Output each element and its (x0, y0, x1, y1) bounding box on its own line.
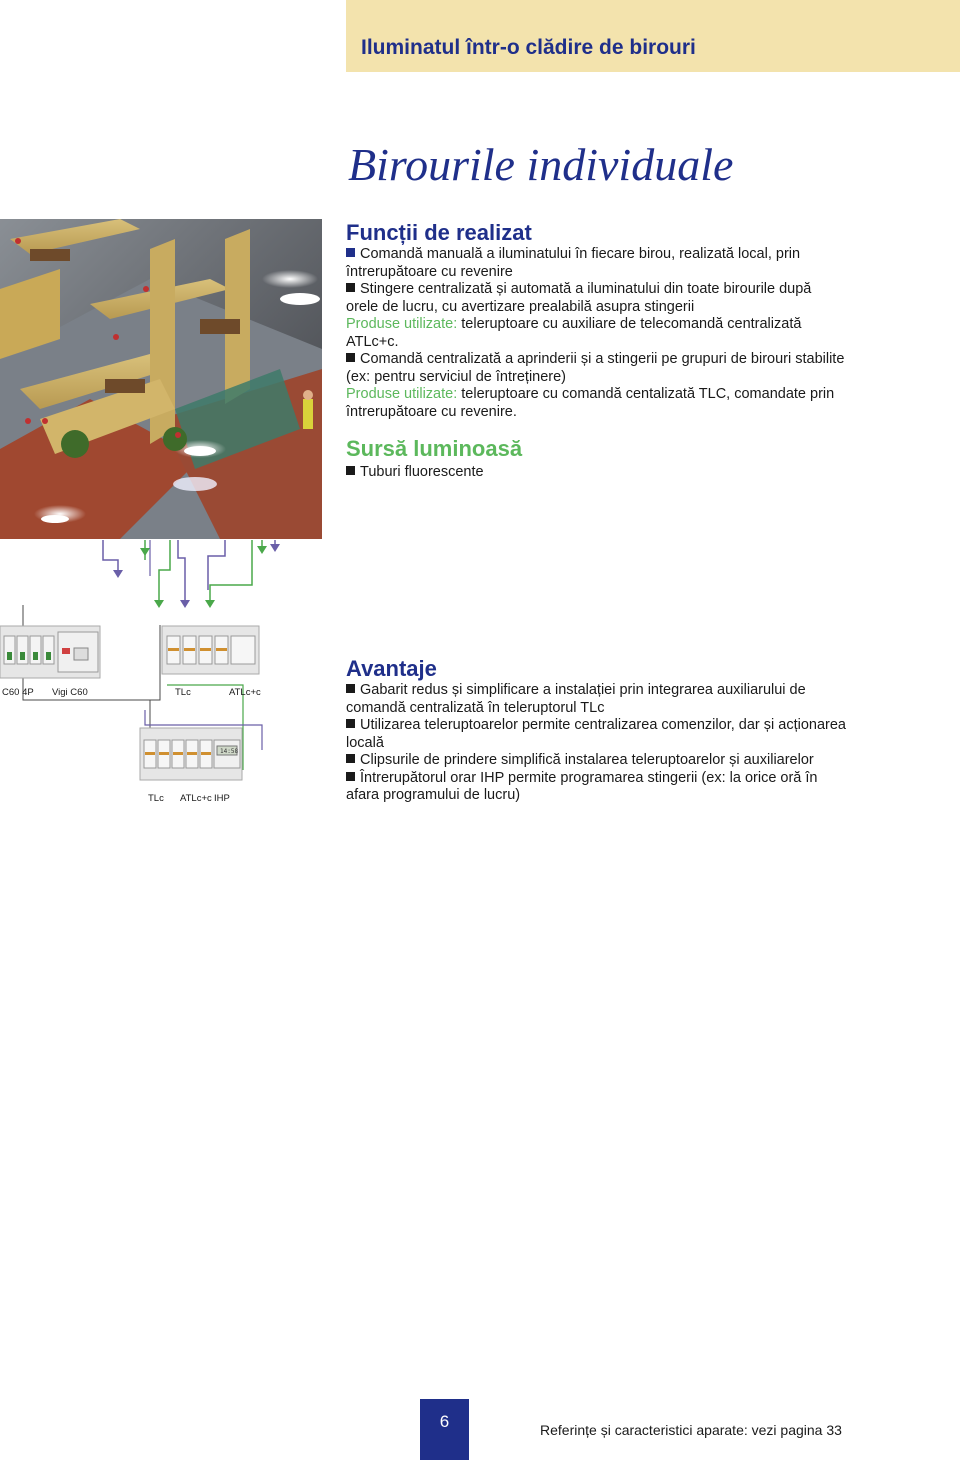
functions-section (346, 220, 846, 421)
header-band (346, 0, 960, 72)
office-illustration (0, 219, 322, 539)
advantages-item: Întrerupătorul orar IHP permite programarea stingerii (ex: la orice oră în afara programului de lucru) (346, 769, 818, 803)
bullet-icon (346, 684, 355, 693)
bullet-icon (346, 466, 355, 475)
label-atlc-top: ATLc+c (229, 687, 261, 698)
functions-item-3: Comandă centralizată a aprinderii și a stingerii pe grupuri de birouri stabilite (ex: pentru serviciul de întreținere) (346, 351, 845, 385)
bullet-icon (346, 353, 355, 362)
section-title: Birourile individuale (348, 139, 734, 190)
bullet-icon (346, 719, 355, 728)
advantages-item: Utilizarea teleruptoarelor permite centralizarea comenzilor, dar și acționarea locală (346, 717, 846, 751)
label-c60-4p: C60 4P (2, 687, 34, 698)
page-number: 6 (420, 1399, 469, 1460)
functions-heading: Funcții de realizat (346, 220, 532, 245)
label-ihp: IHP (214, 793, 230, 804)
label-vigi-c60: Vigi C60 (52, 687, 88, 698)
functions-item-2: Stingere centralizată și automată a iluminatului din toate birourile după orele de lucru, cu avertizare prealabilă asupra stingerii (346, 281, 812, 315)
bullet-icon (346, 754, 355, 763)
label-tlc-top: TLc (175, 687, 191, 698)
light-source-section (346, 436, 846, 482)
label-tlc-bottom: TLc (148, 793, 164, 804)
products-used-1: Produse utilizate: teleruptoare cu auxiliare de telecomandă centralizată ATLc+c. (346, 316, 802, 350)
light-source-item: Tuburi fluorescente (346, 464, 846, 482)
light-source-heading: Sursă luminoasă (346, 436, 523, 461)
products-used-2: Produse utilizate: teleruptoare cu comandă centalizată TLC, comandate prin întrerupătoare cu revenire. (346, 386, 835, 420)
advantages-item: Gabarit redus și simplificare a instalației prin integrarea auxiliarului de comandă centralizată în teleruptorul TLc (346, 682, 806, 716)
footer-reference: Referințe și caracteristici aparate: vezi pagina 33 (540, 1422, 842, 1438)
advantages-heading: Avantaje (346, 656, 437, 681)
bullet-icon (346, 248, 355, 257)
advantages-section (346, 656, 846, 805)
header-title: Iluminatul într-o clădire de birouri (361, 36, 696, 59)
wiring-diagram (0, 540, 330, 830)
label-atlc-bottom: ATLc+c (180, 793, 212, 804)
bullet-icon (346, 772, 355, 781)
advantages-item: Clipsurile de prindere simplifică instalarea teleruptoarelor și auxiliarelor (346, 752, 846, 770)
ihp-display: 14:58 (220, 748, 239, 755)
bullet-icon (346, 283, 355, 292)
functions-item-1: Comandă manuală a iluminatului în fiecare birou, realizată local, prin întrerupătoare cu revenire (346, 246, 801, 280)
